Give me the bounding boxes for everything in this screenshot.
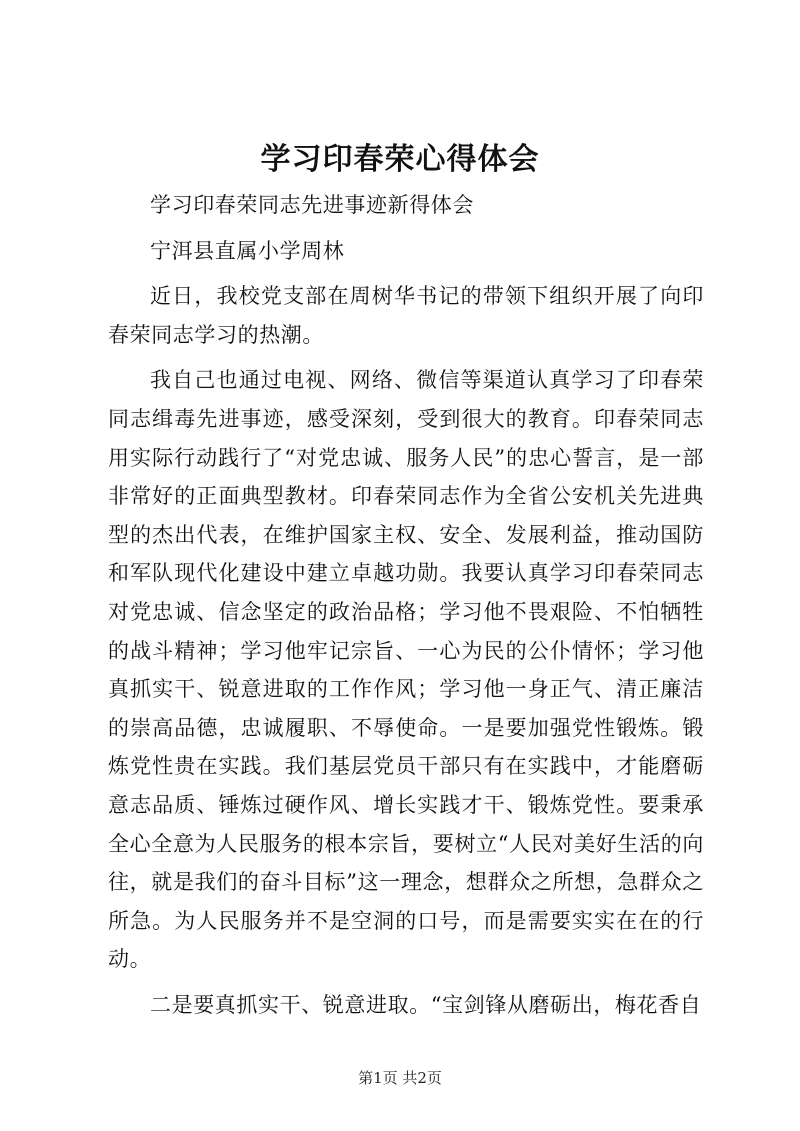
document-body xyxy=(108,186,704,1031)
body-paragraph: 近日，我校党支部在周树华书记的带领下组织开展了向印春荣同志学习的热潮。 xyxy=(108,284,704,347)
page-number-footer: 第1页 共2页 xyxy=(358,1069,442,1087)
body-paragraph: 二是要真抓实干、锐意进取。“宝剑锋从磨砺出，梅花香自 xyxy=(150,992,702,1017)
body-paragraph: 我自己也通过电视、网络、微信等渠道认真学习了印春荣同志缉毒先进事迹，感受深刻，受到很大的教育。印春荣同志用实际行动践行了“对党忠诚、服务人民”的忠心誓言，是一部非常好的正面典型教材。印春荣同志作为全省公安机关先进典型的杰出代表，在维护国家主权、安全、发展利益，推动国防和军队现代化建设中建立卓越功勋。我要认真学习印春荣同志对党忠诚、信念坚定的政治品格；学习他不畏艰险、不怕牺牲的战斗精神；学习他牢记宗旨、一心为民的公仆情怀；学习他真抓实干、锐意进取的工作作风；学习他一身正气、清正廉洁的崇高品德，忠诚履职、不辱使命。一是要加强党性锻炼。锻炼党性贵在实践。我们基层党员干部只有在实践中，才能磨砺意志品质、锤炼过硬作风、增长实践才干、锻炼党性。要秉承全心全意为人民服务的根本宗旨，要树立“人民对美好生活的向往，就是我们的奋斗目标”这一理念，想群众之所想，急群众之所急。为人民服务并不是空洞的口号，而是需要实实在在的行动。 xyxy=(108,368,704,972)
document-title: 学习印春荣心得体会 xyxy=(260,142,540,177)
author-paragraph: 宁洱县直属小学周林 xyxy=(150,238,345,263)
subtitle-paragraph: 学习印春荣同志先进事迹新得体会 xyxy=(150,193,474,217)
